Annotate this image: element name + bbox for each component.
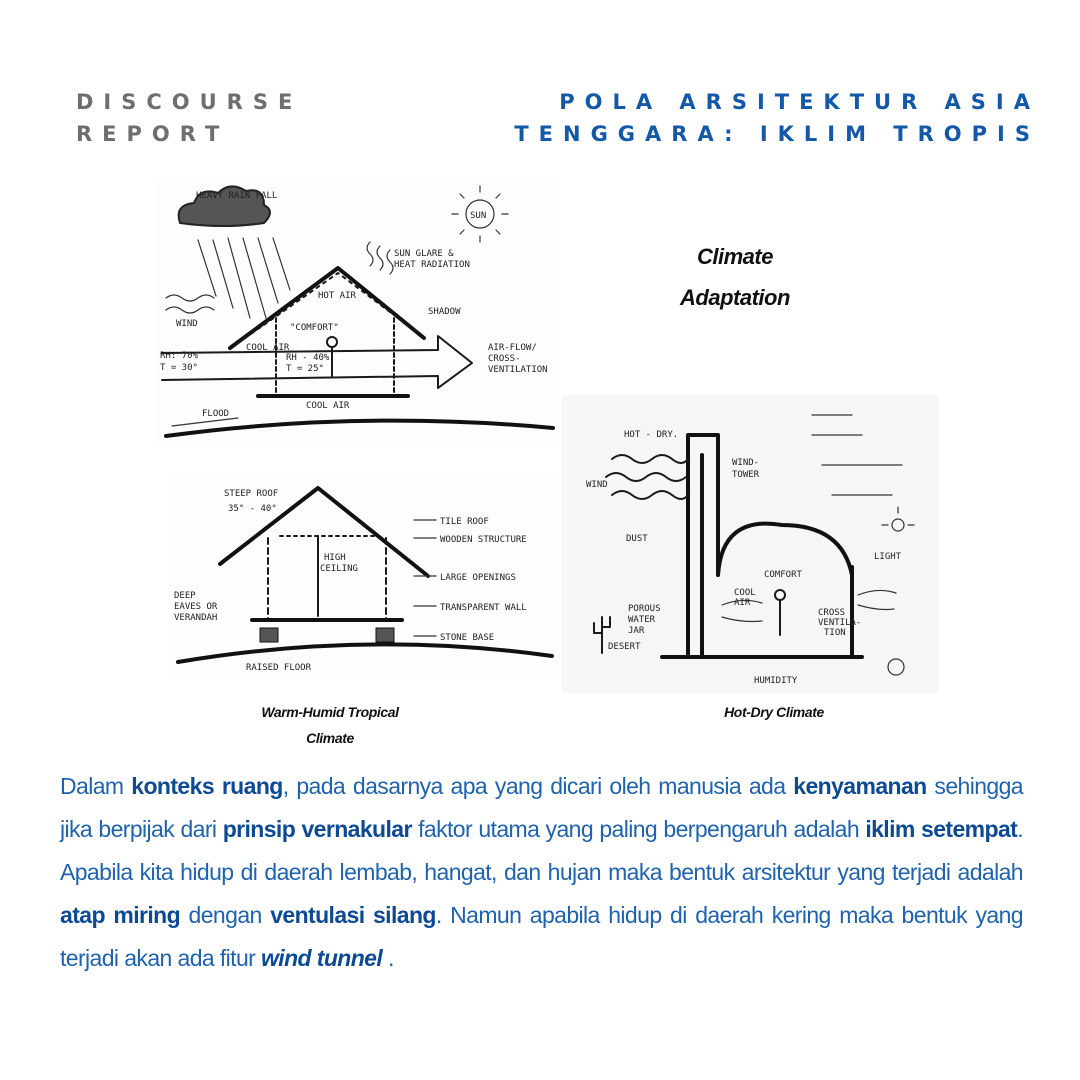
caption-hot-dry: Hot-Dry Climate (724, 704, 824, 720)
sketch-humid-house (158, 178, 560, 446)
label-cross: CROSS (818, 608, 846, 618)
body-text-segment: , pada dasarnya apa yang dicari oleh manusia ada (282, 773, 794, 799)
body-text-segment: Dalam (60, 773, 132, 799)
label-tower: TOWER (732, 470, 760, 480)
sketch-hot-dry (562, 395, 938, 693)
keyword-wind-tunnel: wind tunnel (261, 945, 383, 971)
sketch-section-svg (168, 478, 560, 678)
keyword-atap-miring: atap miring (60, 902, 181, 928)
label-stone-base: STONE BASE (440, 633, 495, 643)
label-air: AIR (734, 598, 751, 608)
label-rh-inside: RH - 40% (286, 353, 330, 363)
body-text-segment: dengan (180, 902, 271, 928)
caption-warm-humid-line2: Climate (306, 730, 354, 746)
label-raised-floor: RAISED FLOOR (246, 663, 312, 673)
label-tile-roof: TILE ROOF (440, 517, 489, 527)
figure-title-line2: Adaptation (680, 285, 790, 310)
figure-title-line1: Climate (697, 244, 773, 269)
label-ventilation: VENTILATION (488, 365, 548, 375)
label-heavy-rain: HEAVY RAIN FALL (196, 191, 278, 201)
label-steep-roof: STEEP ROOF (224, 489, 279, 499)
body-text-segment: . Namun apabila hidup di daerah kering maka bentuk yang terjadi akan ada fitur (60, 902, 1023, 971)
caption-warm-humid-line1: Warm-Humid Tropical (261, 704, 399, 720)
label-cool-air-under: COOL AIR (306, 401, 350, 411)
body-text-segment: . (382, 945, 394, 971)
label-ventila: VENTILA- (818, 618, 862, 628)
label-tion: TION (824, 628, 846, 638)
label-deep: DEEP (174, 591, 196, 601)
label-comfort: COMFORT (764, 570, 802, 580)
label-wind: WIND (586, 480, 608, 490)
label-shadow: SHADOW (428, 307, 461, 317)
label-sun-glare: SUN GLARE & (394, 249, 454, 259)
label-t-outside: T = 30° (160, 363, 198, 373)
label-rh-outside: RH: 70% (160, 351, 198, 361)
label-cross: CROSS- (488, 354, 521, 364)
report-label-line2: REPORT (76, 122, 230, 146)
keyword-prinsip-vernakular: prinsip vernakular (222, 816, 412, 842)
body-paragraph (60, 765, 1023, 980)
label-sun: SUN (470, 211, 487, 221)
label-t-inside: T = 25° (286, 364, 324, 374)
label-porous: POROUS (628, 604, 661, 614)
caption-warm-humid (250, 699, 410, 751)
label-cool: COOL (734, 588, 756, 598)
label-hot-air: HOT AIR (318, 291, 356, 301)
label-large-openings: LARGE OPENINGS (440, 573, 516, 583)
page-title-line2: TENGGARA: IKLIM TROPIS (514, 122, 1040, 146)
label-wooden-structure: WOODEN STRUCTURE (440, 535, 527, 545)
sketch-house-section (168, 478, 560, 678)
sketch-dry-svg (562, 395, 938, 693)
label-airflow: AIR-FLOW/ (488, 343, 537, 353)
keyword-konteks-ruang: konteks ruang (131, 773, 283, 799)
figure-title (660, 236, 810, 318)
page-title-line1: POLA ARSITEKTUR ASIA (559, 90, 1040, 114)
keyword-kenyamanan: kenyamanan (793, 773, 927, 799)
label-comfort: "COMFORT" (290, 323, 339, 333)
label-humidity: HUMIDITY (754, 676, 798, 686)
label-verandah: VERANDAH (174, 613, 218, 623)
label-cool-air: COOL AIR (246, 343, 290, 353)
label-jar: JAR (628, 626, 645, 636)
label-flood: FLOOD (202, 409, 230, 419)
label-transparent-wall: TRANSPARENT WALL (440, 603, 527, 613)
sketch-humid-svg (158, 178, 560, 446)
label-wind: WIND (176, 319, 198, 329)
label-desert: DESERT (608, 642, 641, 652)
label-high: HIGH (324, 553, 346, 563)
body-text-segment: . Apabila kita hidup di daerah lembab, hangat, dan hujan maka bentuk arsitektur yang terjadi adalah (60, 816, 1024, 885)
report-label-line1: DISCOURSE (76, 90, 303, 114)
label-roof-angle: 35° - 40° (228, 504, 277, 514)
keyword-ventulasi-silang: ventulasi silang (270, 902, 436, 928)
body-text-segment: faktor utama yang paling berpengaruh adalah (411, 816, 866, 842)
label-hot-dry: HOT - DRY. (624, 430, 679, 440)
label-dust: DUST (626, 534, 648, 544)
body-text-segment: sehingga jika berpijak dari (60, 773, 1023, 842)
label-eaves: EAVES OR (174, 602, 218, 612)
report-label (76, 86, 302, 150)
label-heat-radiation: HEAT RADIATION (394, 260, 470, 270)
label-wind-tower: WIND- (732, 458, 760, 468)
page-title (410, 86, 1040, 150)
label-ceiling: CEILING (320, 564, 358, 574)
label-light: LIGHT (874, 552, 902, 562)
keyword-iklim-setempat: iklim setempat (865, 816, 1018, 842)
label-water: WATER (628, 615, 656, 625)
